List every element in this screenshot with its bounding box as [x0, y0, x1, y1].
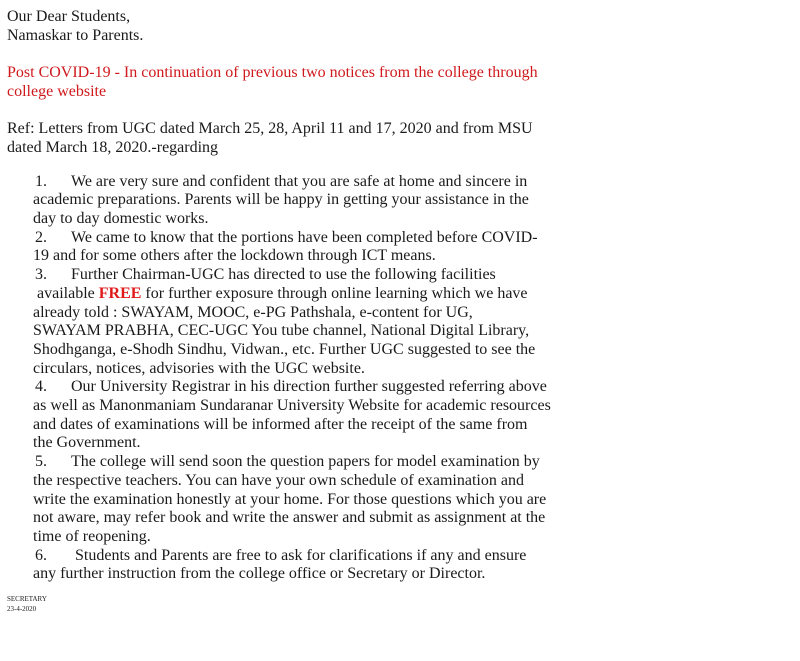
item-text: Students and Parents are free to ask for clarifications if any and ensure	[71, 546, 527, 564]
list-item	[33, 266, 567, 378]
item-text: The college will send soon the question papers for model examination by	[71, 453, 540, 471]
item-line: SWAYAM PRABHA, CEC-UGC You tube channel, National Digital Library,	[33, 322, 530, 340]
item-line: time of reopening.	[33, 527, 151, 545]
signature	[7, 594, 567, 614]
item-line: Shodhganga, e-Shodh Sindhu, Vidwan., etc. Further UGC suggested to see the	[33, 340, 536, 358]
item-line: 19 and for some others after the lockdown through ICT means.	[33, 247, 436, 265]
subject-line: Post COVID-19 - In continuation of previous two notices from the college through	[7, 64, 538, 82]
item-line	[33, 378, 567, 397]
item-number: 3.	[35, 266, 47, 284]
item-line	[33, 173, 567, 192]
signature-date: 23-4-2020	[7, 605, 37, 614]
item-line: any further instruction from the college office or Secretary or Director.	[33, 565, 486, 583]
reference-line: Ref: Letters from UGC dated March 25, 28, April 11 and 17, 2020 and from MSU	[7, 120, 533, 138]
greeting-line: Namaskar to Parents.	[7, 26, 144, 44]
item-line: circulars, notices, advisories with the UGC website.	[33, 359, 365, 377]
item-line: day to day domestic works.	[33, 210, 209, 227]
item-line	[33, 266, 567, 285]
reference	[7, 120, 567, 157]
item-number: 5.	[35, 453, 47, 471]
item-line	[33, 229, 567, 248]
greeting	[7, 8, 567, 45]
list-item	[33, 378, 567, 453]
item-line: the Government.	[33, 434, 141, 452]
item-text: for further exposure through online learning which we have	[141, 284, 528, 302]
list-item	[33, 453, 567, 547]
item-text: We are very sure and confident that you are safe at home and sincere in	[71, 172, 528, 190]
item-number: 2.	[35, 228, 47, 246]
item-number: 4.	[35, 378, 47, 396]
notice-list	[7, 173, 567, 584]
item-line: and dates of examinations will be informed after the receipt of the same from	[33, 415, 528, 433]
item-text: Further Chairman-UGC has directed to use the following facilities	[71, 266, 496, 284]
notice-document	[7, 8, 567, 614]
item-line: write the examination honestly at your home. For those questions which you are	[33, 490, 547, 508]
item-number: 6.	[35, 546, 47, 564]
item-line	[33, 285, 567, 304]
free-highlight: FREE	[98, 284, 142, 302]
list-item	[33, 547, 567, 584]
reference-line: dated March 18, 2020.-regarding	[7, 138, 219, 156]
subject-line: college website	[7, 82, 107, 100]
item-line	[33, 453, 567, 472]
signature-title: SECRETARY	[7, 595, 47, 604]
item-line: the respective teachers. You can have your own schedule of examination and	[33, 471, 524, 489]
item-text: available	[33, 284, 99, 302]
item-line: as well as Manonmaniam Sundaranar University Website for academic resources	[33, 397, 551, 415]
list-item	[33, 173, 567, 229]
item-text: We came to know that the portions have been completed before COVID-	[71, 228, 538, 246]
item-line: not aware, may refer book and write the answer and submit as assignment at the	[33, 509, 546, 527]
list-item	[33, 229, 567, 266]
subject	[7, 64, 567, 101]
item-line	[33, 547, 567, 566]
greeting-line: Our Dear Students,	[7, 8, 131, 25]
item-number: 1.	[35, 172, 47, 190]
item-line: already told : SWAYAM, MOOC, e-PG Pathshala, e-content for UG,	[33, 303, 473, 321]
item-text: Our University Registrar in his direction further suggested referring above	[71, 378, 547, 396]
item-line: academic preparations. Parents will be happy in getting your assistance in the	[33, 191, 529, 209]
